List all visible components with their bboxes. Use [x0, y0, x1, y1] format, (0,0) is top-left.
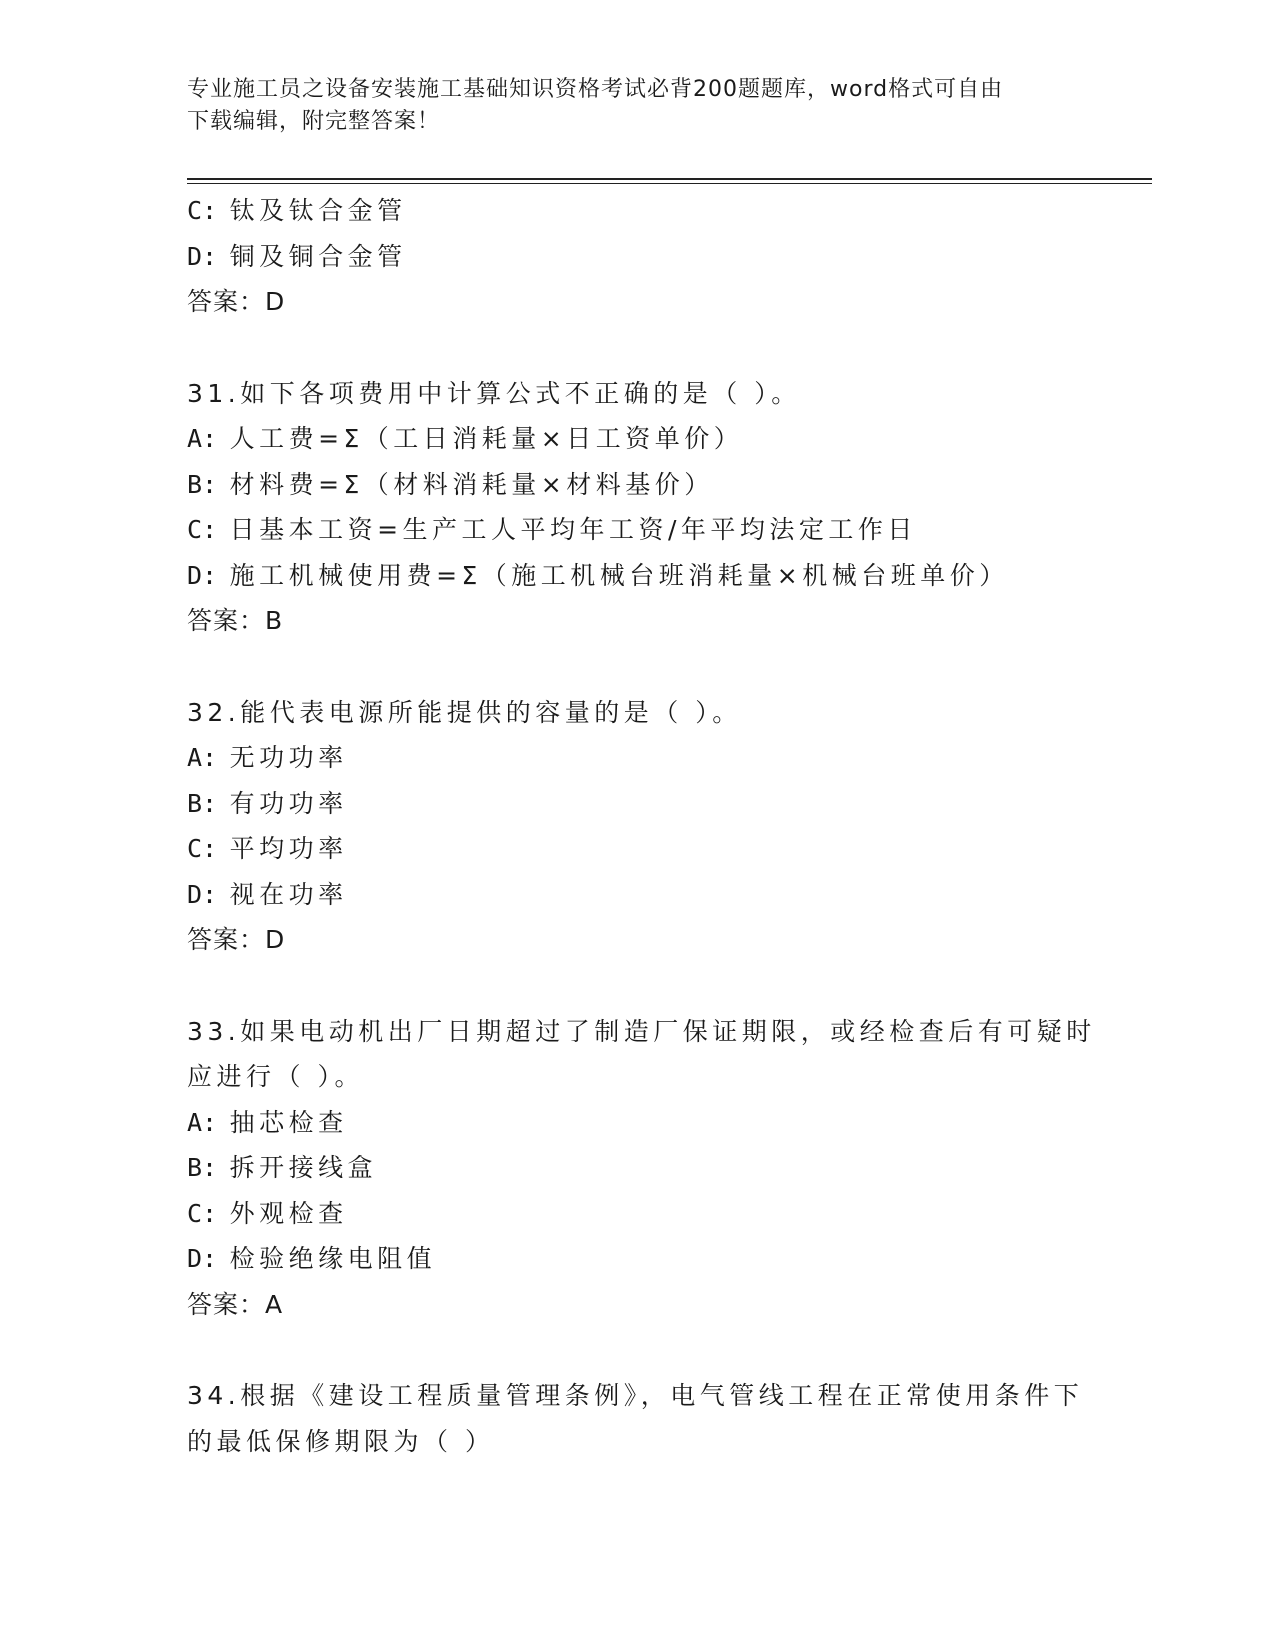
option-c: [187, 826, 1087, 872]
option-c: [187, 507, 1087, 553]
option-b: [187, 462, 1087, 508]
document-header: [187, 74, 1067, 138]
option-a: [187, 735, 1087, 781]
option-text: 施工机械使用费=Σ（施工机械台班消耗量×机械台班单价）: [229, 560, 1009, 590]
option-text: 检验绝缘电阻值: [229, 1244, 437, 1273]
header-line-2: 下载编辑，附完整答案！: [187, 109, 441, 134]
option-letter: C:: [187, 515, 218, 544]
question-stem-line-2: 应进行（ ）。: [187, 1062, 364, 1091]
option-letter: B:: [187, 1153, 218, 1182]
option-d: [187, 553, 1087, 599]
option-text: 平均功率: [229, 834, 348, 863]
option-letter: C:: [187, 196, 218, 225]
question-33: [187, 1009, 1096, 1328]
option-letter: B:: [187, 788, 218, 818]
option-letter: D:: [187, 879, 218, 909]
option-text: 抽芯检查: [229, 1107, 348, 1137]
option-letter: B:: [187, 469, 218, 499]
question-31: [187, 371, 1087, 644]
question-stem-line-1: 33.如果电动机出厂日期超过了制造厂保证期限，或经检查后有可疑时: [187, 1016, 1096, 1046]
option-d: [187, 234, 1087, 280]
option-letter: D:: [187, 560, 218, 590]
option-text: 日基本工资=生产工人平均年工资/年平均法定工作日: [229, 515, 917, 544]
option-d: [187, 1236, 1087, 1282]
option-text: 钛及钛合金管: [229, 196, 407, 225]
spacer: [187, 1327, 1087, 1373]
option-text: 拆开接线盒: [229, 1153, 378, 1182]
option-letter: C:: [187, 1198, 218, 1228]
option-letter: A:: [187, 424, 218, 453]
option-letter: D:: [187, 241, 218, 271]
option-b: [187, 781, 1087, 827]
question-30-tail: [187, 188, 1087, 325]
answer-line: 答案：D: [187, 287, 286, 316]
answer-line: 答案：D: [187, 925, 286, 954]
option-text: 铜及铜合金管: [229, 241, 407, 271]
question-list: [187, 188, 1096, 1464]
answer-line: 答案：B: [187, 606, 284, 635]
option-text: 有功功率: [229, 788, 348, 818]
header-divider-thin: [187, 183, 1152, 184]
question-stem-line-1: 34.根据《建设工程质量管理条例》，电气管线工程在正常使用条件下: [187, 1381, 1084, 1410]
option-text: 外观检查: [229, 1198, 348, 1228]
header-line-1: 专业施工员之设备安装施工基础知识资格考试必背200题题库，word格式可自由: [187, 77, 1004, 102]
option-letter: D:: [187, 1244, 218, 1273]
option-text: 视在功率: [229, 879, 348, 909]
option-letter: A:: [187, 1107, 218, 1137]
question-32: [187, 690, 1087, 963]
question-stem: 31.如下各项费用中计算公式不正确的是（ ）。: [187, 378, 801, 408]
spacer: [187, 963, 1087, 1009]
option-c: [187, 188, 1087, 234]
question-stem-line-2: 的最低保修期限为（ ）: [187, 1426, 495, 1456]
spacer: [187, 325, 1087, 371]
option-letter: A:: [187, 743, 218, 772]
option-d: [187, 872, 1087, 918]
option-a: [187, 1100, 1087, 1146]
option-text: 无功功率: [229, 743, 348, 772]
question-34: [187, 1373, 1087, 1464]
option-letter: C:: [187, 834, 218, 863]
option-a: [187, 416, 1087, 462]
option-c: [187, 1191, 1087, 1237]
question-stem: 32.能代表电源所能提供的容量的是（ ）。: [187, 697, 742, 727]
option-text: 材料费=Σ（材料消耗量×材料基价）: [229, 469, 714, 499]
option-b: [187, 1145, 1087, 1191]
option-text: 人工费=Σ（工日消耗量×日工资单价）: [229, 424, 744, 453]
header-divider-thick: [187, 178, 1152, 180]
answer-line: 答案：A: [187, 1289, 284, 1319]
spacer: [187, 644, 1087, 690]
